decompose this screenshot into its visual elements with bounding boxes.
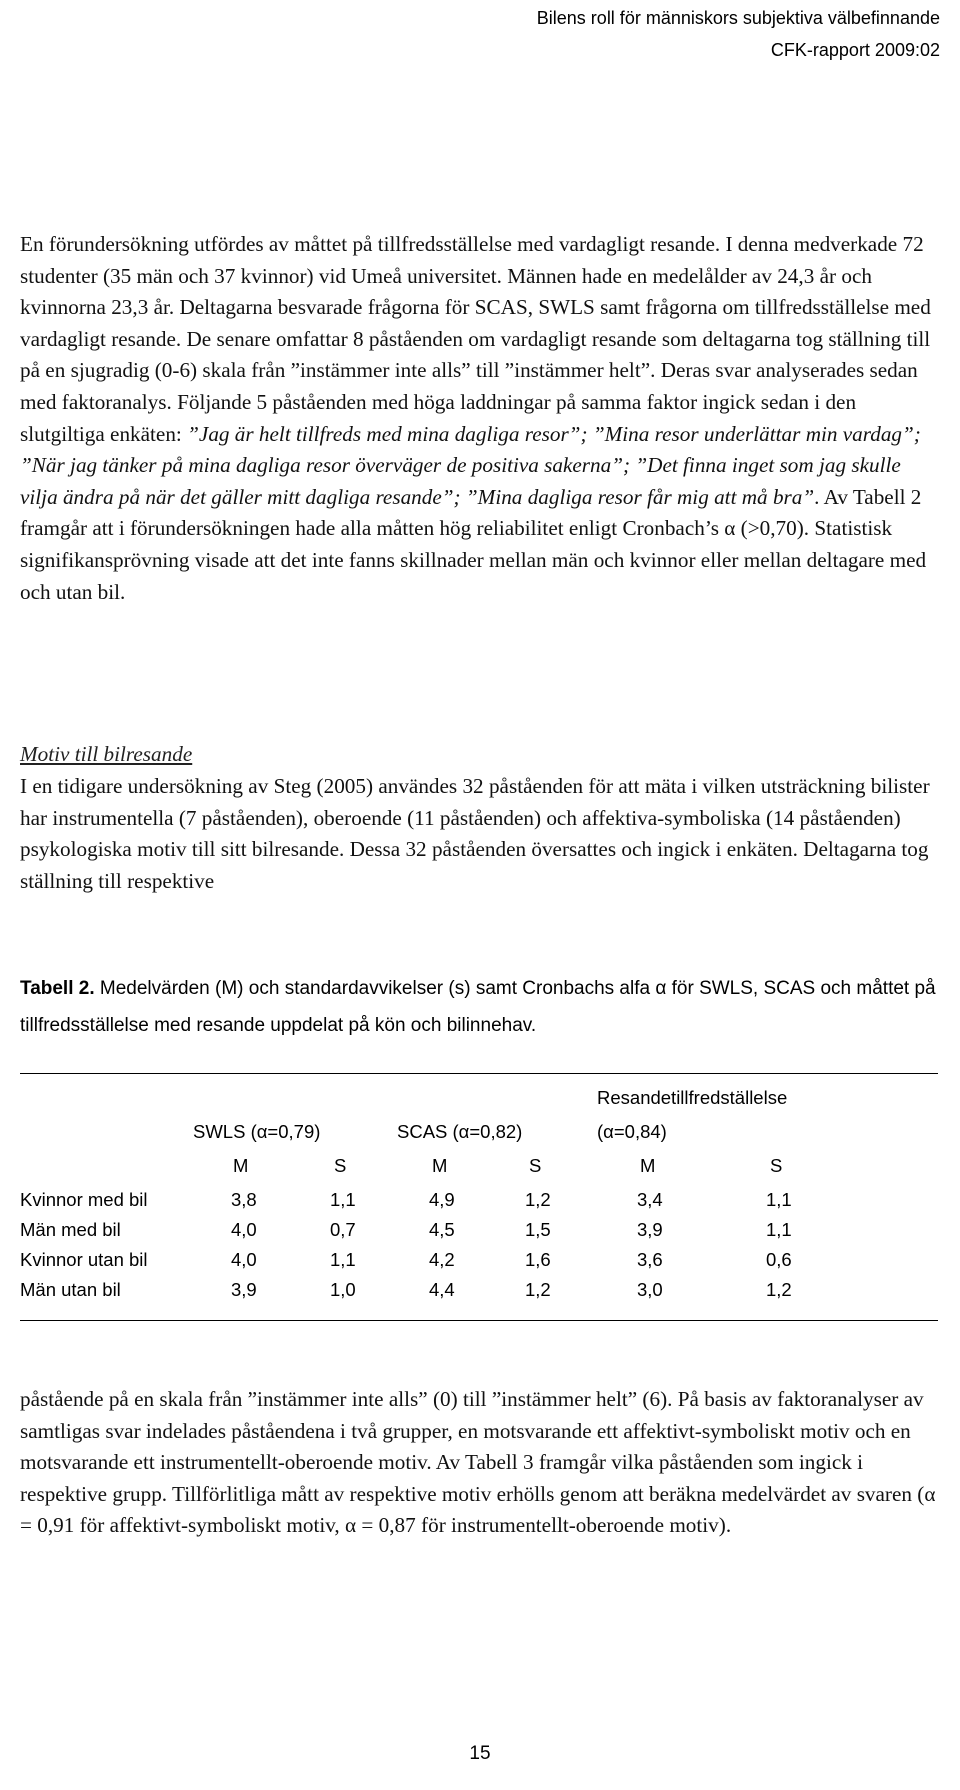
page-number: 15: [469, 1743, 491, 1764]
cell-scas-s: 1,2: [525, 1189, 551, 1210]
section-heading: Motiv till bilresande: [20, 742, 193, 766]
table-row: [20, 1279, 940, 1313]
cell-travel-m: 3,4: [637, 1189, 663, 1210]
cell-travel-m: 3,9: [637, 1219, 663, 1240]
cell-scas-m: 4,5: [429, 1219, 455, 1240]
cell-swls-m: 3,9: [231, 1279, 257, 1300]
column-group-travel-satisfaction-alpha: (α=0,84): [597, 1121, 667, 1142]
column-header-swls-s: S: [334, 1155, 347, 1176]
paragraph-pilot-study: [20, 229, 940, 608]
cell-travel-s: 1,1: [766, 1189, 792, 1210]
cell-swls-s: 0,7: [330, 1219, 356, 1240]
cell-swls-m: 4,0: [231, 1219, 257, 1240]
paragraph-pilot-study-items: ”Jag är helt tillfreds med mina dagliga resor”; ”Mina resor underlättar min vardag”; ”När jag tänker på mina dagliga resor överväger de positiva sakerna”; ”Det finna inget som jag skulle vilja ändra på när det gäller mitt dagliga resande”; ”Mina dagliga resor får mig att må bra”: [20, 421, 921, 509]
column-group-swls: SWLS (α=0,79): [193, 1121, 321, 1142]
paragraph-pilot-study-part1: En förundersökning utfördes av måttet på tillfredsställelse med vardagligt resande. I denna medverkade 72 studenter (35 män och 37 kvinnor) vid Umeå universitet. Männen hade en medelålder av 24,3 år och kvinnorna 23,3 år. Deltagarna besvarade frågorna för SCAS, SWLS samt frågorna om tillfredsställelse med vardagligt resande. De senare omfattar 8 påståenden om vardagligt resande som deltagarna tog ställning till på en sjugradig (0-6) skala från ”instämmer inte alls” till ”instämmer helt”. Deras svar analyserades sedan med faktoranalys. Följande 5 påståenden med höga laddningar på samma faktor ingick sedan i den slutgiltiga enkäten:: [20, 232, 931, 446]
paragraph-pilot-study-part2: . Av Tabell 2 framgår att i förundersökningen hade alla måtten hög reliabilitet enligt Cronbach’s α (>0,70). Statistisk signifikansprövning visade att det inte fanns skillnader mellan män och kvinnor eller mellan deltagare med och utan bil.: [20, 484, 927, 604]
cell-travel-s: 1,1: [766, 1219, 792, 1240]
cell-travel-s: 1,2: [766, 1279, 792, 1300]
column-header-swls-m: M: [233, 1155, 249, 1176]
row-label: Kvinnor med bil: [20, 1189, 148, 1210]
cell-swls-s: 1,0: [330, 1279, 356, 1300]
cell-scas-m: 4,2: [429, 1249, 455, 1270]
table-caption-label: Tabell 2.: [20, 978, 95, 999]
table-caption-text: Medelvärden (M) och standardavvikelser (s) samt Cronbachs alfa α för SWLS, SCAS och måttet på tillfredsställelse med resande uppdelat på kön och bilinnehav.: [20, 978, 936, 1036]
cell-swls-s: 1,1: [330, 1249, 356, 1270]
cell-scas-s: 1,5: [525, 1219, 551, 1240]
row-label: Kvinnor utan bil: [20, 1249, 148, 1270]
column-header-scas-m: M: [432, 1155, 448, 1176]
table-row: [20, 1249, 940, 1283]
column-group-scas: SCAS (α=0,82): [397, 1121, 523, 1142]
column-header-scas-s: S: [529, 1155, 542, 1176]
row-label: Män med bil: [20, 1219, 121, 1240]
cell-travel-m: 3,6: [637, 1249, 663, 1270]
column-header-travel-s: S: [770, 1155, 783, 1176]
header-report-id: CFK-rapport 2009:02: [770, 40, 940, 60]
paragraph-motives: I en tidigare undersökning av Steg (2005) användes 32 påståenden för att mäta i vilken utsträckning bilister har instrumentella (7 påståenden), oberoende (11 påståenden) och affektiva-symboliska (14 påståenden) psykologiska motiv till sitt bilresande. Dessa 32 påståenden översattes och ingick i enkäten. Deltagarna tog ställning till respektive: [20, 774, 930, 893]
paragraph-factor-analysis: påstående på en skala från ”instämmer inte alls” (0) till ”instämmer helt” (6). På basis av faktoranalyser av samtligas svar indelades påståendena i två grupper, en motsvarande ett affektivt-symboliskt motiv och en motsvarande ett instrumentellt-oberoende motiv. Av Tabell 3 framgår vilka påståenden som ingick i respektive grupp. Tillförlitliga mått av respektive motiv erhölls genom att beräkna medelvärdet av svaren (α = 0,91 för affektivt-symboliskt motiv, α = 0,87 för instrumentellt-oberoende motiv).: [20, 1387, 936, 1538]
table-top-rule: [20, 1073, 938, 1074]
row-label: Män utan bil: [20, 1279, 121, 1300]
header-title: Bilens roll för människors subjektiva välbefinnande: [536, 8, 940, 28]
cell-swls-s: 1,1: [330, 1189, 356, 1210]
cell-swls-m: 3,8: [231, 1189, 257, 1210]
cell-travel-m: 3,0: [637, 1279, 663, 1300]
table-row: [20, 1219, 940, 1253]
cell-scas-m: 4,9: [429, 1189, 455, 1210]
cell-scas-m: 4,4: [429, 1279, 455, 1300]
running-header: [537, 2, 940, 66]
cell-travel-s: 0,6: [766, 1249, 792, 1270]
column-header-travel-m: M: [640, 1155, 656, 1176]
cell-swls-m: 4,0: [231, 1249, 257, 1270]
column-group-travel-satisfaction: Resandetillfredställelse: [597, 1087, 788, 1108]
cell-scas-s: 1,6: [525, 1249, 551, 1270]
cell-scas-s: 1,2: [525, 1279, 551, 1300]
table-bottom-rule: [20, 1320, 938, 1321]
table-caption: [20, 970, 940, 1044]
table-row: [20, 1189, 940, 1223]
